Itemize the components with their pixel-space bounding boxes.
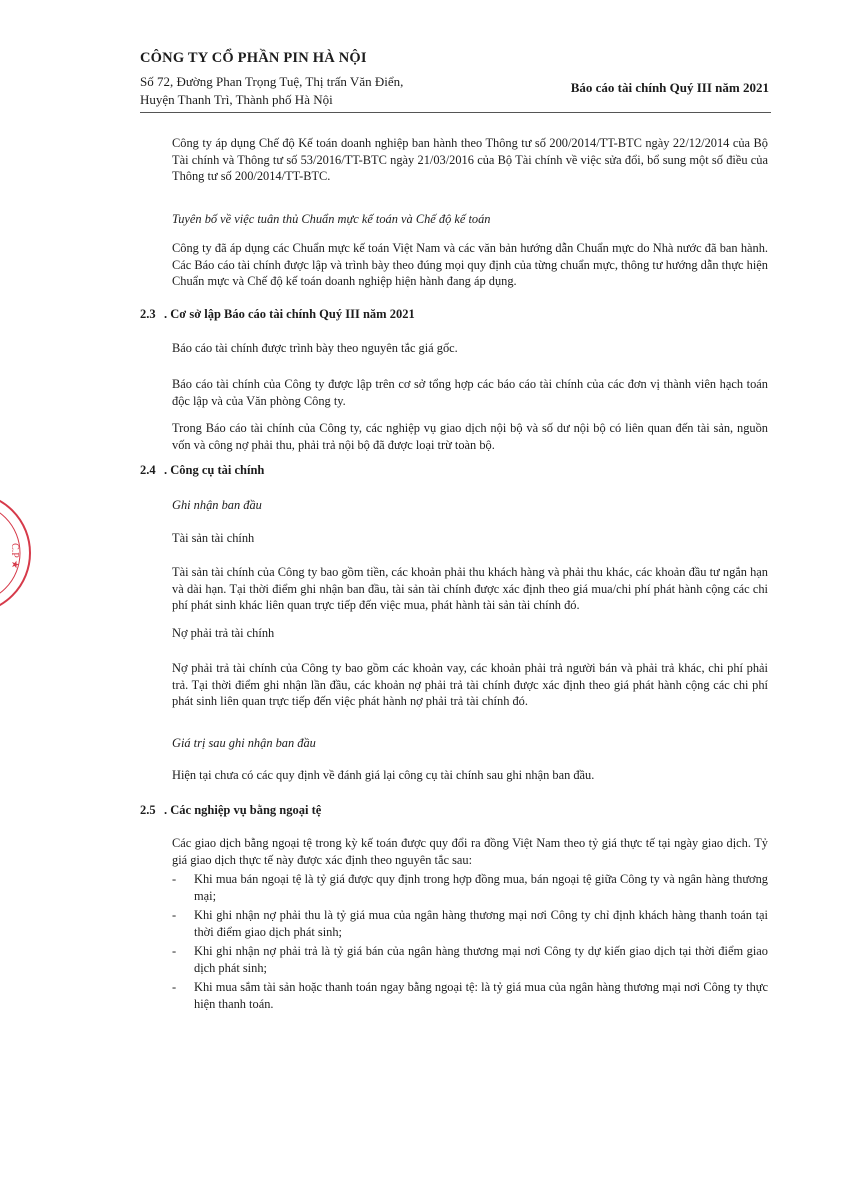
list-item-text: Khi ghi nhận nợ phải thu là tỷ giá mua của ngân hàng thương mại nơi Công ty chỉ định khách hàng thanh toán tại thời điểm giao dịch phát sinh;: [194, 908, 768, 939]
list-item-text: Khi mua sắm tài sản hoặc thanh toán ngay bằng ngoại tệ: là tỷ giá mua của ngân hàng thương mại nơi Công ty thực hiện thanh toán.: [194, 980, 768, 1011]
section-2-5-number: 2.5: [140, 803, 156, 817]
section-2-4-title: . Công cụ tài chính: [164, 463, 265, 477]
address-line-1: Số 72, Đường Phan Trọng Tuệ, Thị trấn Văn Điển,: [140, 74, 404, 89]
paragraph-compliance-heading: Tuyên bố về việc tuân thủ Chuẩn mực kế toán và Chế độ kế toán: [172, 212, 491, 226]
bullet-dash: -: [172, 872, 177, 886]
section-2-5-intro: Các giao dịch bằng ngoại tệ trong kỳ kế toán được quy đổi ra đồng Việt Nam theo tỷ giá thực tế tại ngày giao dịch. Tỷ giá giao dịch thực tế này được xác định theo nguyên tắc sau:: [172, 836, 768, 867]
report-title: Báo cáo tài chính Quý III năm 2021: [570, 80, 769, 95]
section-2-5-title: . Các nghiệp vụ bằng ngoại tệ: [164, 803, 322, 817]
list-item-text: Khi mua bán ngoại tệ là tỷ giá được quy định trong hợp đồng mua, bán ngoại tệ giữa Công ty và ngân hàng thương mại;: [194, 872, 768, 903]
section-2-4-assets-text: Tài sản tài chính của Công ty bao gồm tiền, các khoản phải thu khách hàng và phải thu khác, các khoản đầu tư ngắn hạn và dài hạn. Tại thời điểm ghi nhận ban đầu, tài sản tài chính được xác định theo giá mua/chi phí phát hành cộng các chi phí phát sinh khác liên quan trực tiếp đến việc mua, phát hành tài sản tài chính đó.: [172, 565, 768, 612]
section-2-4-liabilities-text: Nợ phải trả tài chính của Công ty bao gồm các khoản vay, các khoản phải trả người bán và phải trả khác, chi phí phải trả. Tại thời điểm ghi nhận lần đầu, các khoản nợ phải trả tài chính được xác định theo giá phát hành cộng các chi phí phát sinh liên quan trực tiếp đến việc phát hành nợ phải trả tài chính đó.: [172, 661, 768, 708]
bullet-dash: -: [172, 944, 177, 958]
section-2-3-p1: Báo cáo tài chính được trình bày theo nguyên tắc giá gốc.: [172, 341, 458, 355]
section-2-4-after-heading: Giá trị sau ghi nhận ban đầu: [172, 736, 316, 750]
section-2-3-p2: Báo cáo tài chính của Công ty được lập trên cơ sở tổng hợp các báo cáo tài chính của các đơn vị thành viên hạch toán độc lập và của Văn phòng Công ty.: [172, 377, 768, 408]
exchange-rate-rules-list: [172, 871, 768, 1015]
company-name: CÔNG TY CỔ PHẦN PIN HÀ NỘI: [140, 50, 367, 66]
paragraph-accounting-regime: Công ty áp dụng Chế độ Kế toán doanh nghiệp ban hành theo Thông tư số 200/2014/TT-BTC ngày 22/12/2014 của Bộ Tài chính và Thông tư số 53/2016/TT-BTC ngày 21/03/2016 của Bộ Tài chính về việc sửa đổi, bổ sung một số điều của Thông tư số 200/2014/TT-BTC.: [172, 136, 768, 183]
list-item: [172, 907, 768, 940]
company-seal-stamp: [0, 488, 34, 618]
bullet-dash: -: [172, 908, 177, 922]
section-2-3-title: . Cơ sở lập Báo cáo tài chính Quý III năm 2021: [164, 307, 415, 321]
bullet-dash: -: [172, 980, 177, 994]
section-2-3-number: 2.3: [140, 307, 156, 321]
paragraph-compliance-text: Công ty đã áp dụng các Chuẩn mực kế toán Việt Nam và các văn bản hướng dẫn Chuẩn mực do Nhà nước đã ban hành. Các Báo cáo tài chính được lập và trình bày theo đúng mọi quy định của từng chuẩn mực, thông tư hướng dẫn thực hiện Chuẩn mực và Chế độ kế toán doanh nghiệp hiện hành đang áp dụng.: [172, 241, 768, 288]
list-item: [172, 943, 768, 976]
section-2-4-initial-heading: Ghi nhận ban đầu: [172, 498, 262, 512]
list-item: [172, 979, 768, 1012]
section-2-4-assets-label: Tài sản tài chính: [172, 531, 255, 545]
list-item-text: Khi ghi nhận nợ phải trả là tỷ giá bán của ngân hàng thương mại nơi Công ty dự kiến giao dịch tại thời điểm giao dịch phát sinh;: [194, 944, 768, 975]
section-2-4-number: 2.4: [140, 463, 156, 477]
section-2-3-p3: Trong Báo cáo tài chính của Công ty, các nghiệp vụ giao dịch nội bộ và số dư nội bộ có liên quan đến tài sản, nguồn vốn và công nợ phải thu, phải trả nội bộ đã được loại trừ toàn bộ.: [172, 421, 768, 452]
section-2-4-after-text: Hiện tại chưa có các quy định về đánh giá lại công cụ tài chính sau ghi nhận ban đầu.: [172, 768, 595, 782]
stamp-text: C.P ★: [9, 543, 20, 569]
section-2-4-liabilities-label: Nợ phải trả tài chính: [172, 626, 275, 640]
list-item: [172, 871, 768, 904]
header-rule: [140, 112, 771, 113]
address-line-2: Huyện Thanh Trì, Thành phố Hà Nội: [140, 92, 333, 107]
